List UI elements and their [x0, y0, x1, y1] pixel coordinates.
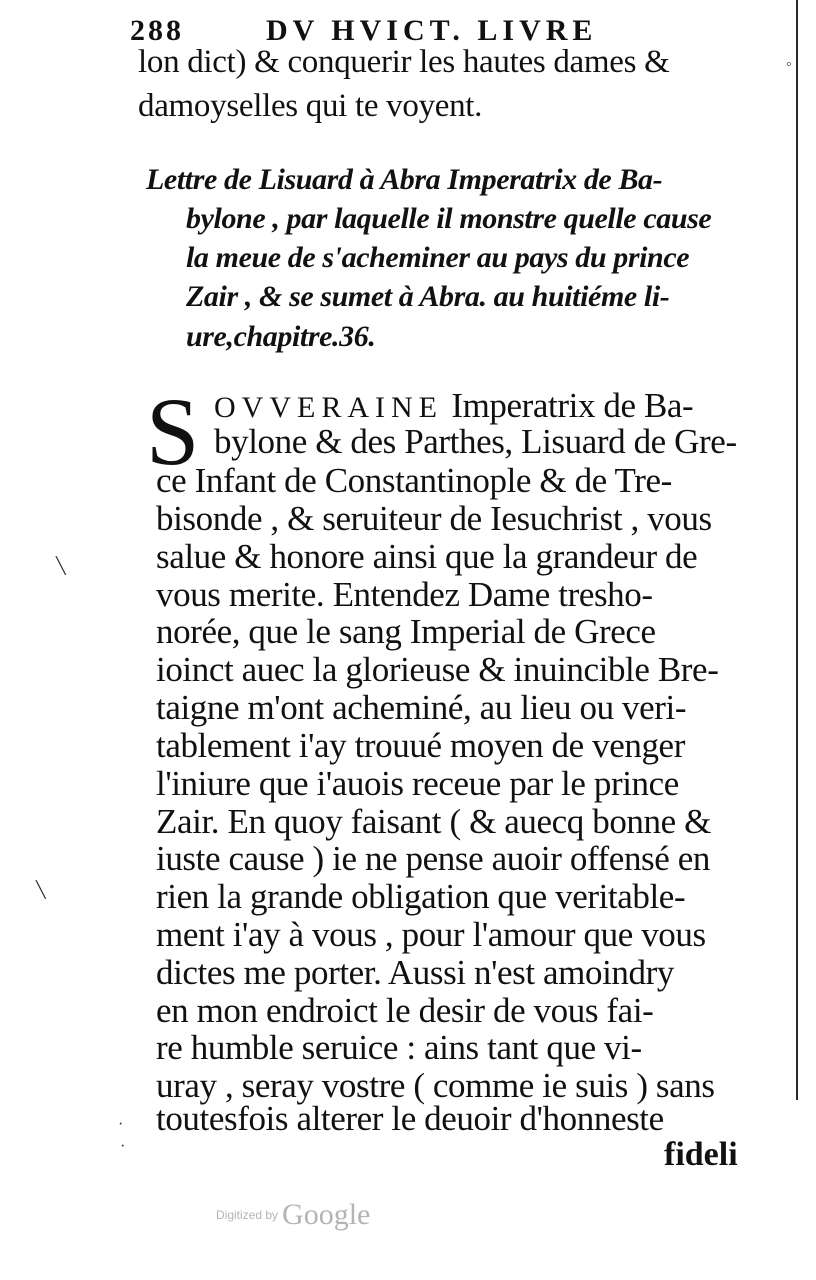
digitized-by-text: Digitized by — [216, 1208, 279, 1222]
letter-line-16: dictes me porter. Aussi n'est amoindry — [156, 953, 674, 992]
rubric-line-4: Zair , & se sumet à Abra. au huitiéme li- — [186, 280, 670, 313]
letter-line-3: ce Infant de Constantinople & de Tre- — [156, 461, 672, 500]
letter-line-2: bylone & des Parthes, Lisuard de Gre- — [214, 422, 737, 461]
gutter-edge — [796, 0, 798, 1100]
speck-mark: · — [118, 1116, 124, 1133]
letter-line-20: toutesfois alterer le deuoir d'honneste — [156, 1099, 664, 1138]
rubric-line-2: bylone , par laquelle il monstre quelle cause — [186, 202, 712, 235]
rubric-line-3: la meue de s'acheminer au pays du prince — [186, 241, 690, 274]
google-watermark — [216, 1198, 370, 1232]
letter-line-5: salue & honore ainsi que la grandeur de — [156, 537, 698, 576]
letter-line-4: bisonde , & seruiteur de Iesuchrist , vous — [156, 499, 712, 538]
letter-line-8: ioinct auec la glorieuse & inuincible Bre- — [156, 650, 719, 689]
opening-word: OVVERAINE — [214, 391, 443, 424]
speck-mark: ╲ — [36, 882, 46, 899]
letter-line-9: taigne m'ont acheminé, au lieu ou veri- — [156, 688, 687, 727]
letter-line-14: rien la grande obligation que veritable- — [156, 877, 686, 916]
letter-line-13: iuste cause ) ie ne pense auoir offensé en — [156, 839, 710, 878]
page-number: 288 — [130, 14, 184, 47]
running-title: DV HVICT. LIVRE — [266, 14, 598, 47]
rubric-line-5: ure,chapitre.36. — [186, 320, 376, 353]
letter-line-15: ment i'ay à vous , pour l'amour que vous — [156, 915, 706, 954]
continuation-line-2: damoyselles qui te voyent. — [138, 88, 483, 124]
letter-line-17: en mon endroict le desir de vous fai- — [156, 991, 654, 1030]
letter-line-1-text: Imperatrix de Ba- — [442, 386, 694, 425]
drop-cap: S — [146, 378, 200, 485]
speck-mark: · — [120, 1138, 126, 1155]
letter-line-7: norée, que le sang Imperial de Grece — [156, 612, 656, 651]
rubric-line-1: Lettre de Lisuard à Abra Imperatrix de Ba- — [146, 163, 663, 196]
google-logo-text: Google — [282, 1198, 371, 1231]
speck-mark: ╲ — [56, 558, 66, 575]
catchword: fideli — [664, 1136, 738, 1173]
letter-line-19: uray , seray vostre ( comme ie suis ) sans — [156, 1066, 715, 1105]
letter-line-1 — [214, 388, 693, 423]
continuation-line-1: lon dict) & conquerir les hautes dames & — [138, 44, 670, 80]
letter-line-6: vous merite. Entendez Dame tresho- — [156, 575, 653, 614]
letter-line-18: re humble seruice : ains tant que vi- — [156, 1028, 642, 1067]
speck-mark: ◦ — [786, 56, 792, 73]
letter-line-11: l'iniure que i'auois receue par le prince — [156, 764, 679, 803]
letter-line-10: tablement i'ay trouué moyen de venger — [156, 726, 685, 765]
letter-line-12: Zair. En quoy faisant ( & auecq bonne & — [156, 802, 711, 841]
